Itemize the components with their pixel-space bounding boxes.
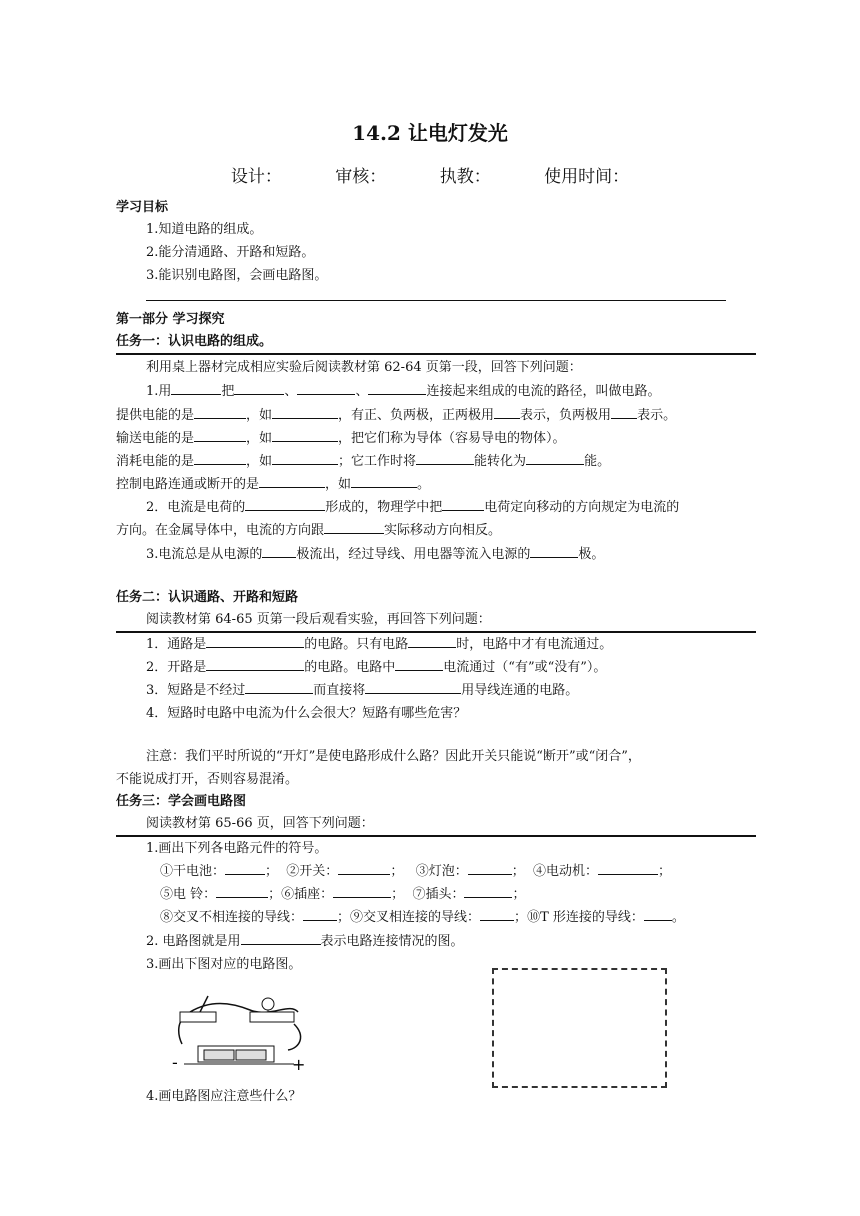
divider bbox=[116, 353, 756, 355]
task1-intro: 利用桌上器材完成相应实验后阅读教材第 62-64 页第一段，回答下列问题： bbox=[146, 360, 582, 375]
task1-q2b: 方向。在金属导体中，电流的方向跟 实际移动方向相反。 bbox=[116, 523, 502, 538]
task3-q3: 3.画出下图对应的电路图。 bbox=[146, 957, 302, 972]
divider bbox=[116, 631, 756, 633]
task1-q2a: 2．电流是电荷的 形成的，物理学中把 电荷定向移动的方向规定为电流的 bbox=[146, 500, 680, 515]
task1-q1e: 控制电路连通或断开的是 ，如 。 bbox=[116, 477, 431, 492]
task2-q4: 4．短路时电路中电流为什么会很大？短路有哪些危害？ bbox=[146, 706, 467, 721]
task1-q1b: 提供电能的是 ，如 ，有正、负两极，正两极用 表示，负两极用 表示。 bbox=[116, 408, 677, 423]
goal-item: 3.能识别电路图，会画电路图。 bbox=[146, 268, 328, 283]
task1-heading: 任务一：认识电路的组成。 bbox=[116, 334, 273, 349]
circuit-picture bbox=[170, 992, 310, 1080]
meta-teach: 执教： bbox=[439, 167, 491, 187]
goals-heading: 学习目标 bbox=[116, 200, 169, 215]
goal-item: 1.知道电路的组成。 bbox=[146, 222, 263, 237]
task2-intro: 阅读教材第 64-65 页第一段后观看实验，再回答下列问题： bbox=[146, 612, 491, 627]
symbol-row-3: ⑧交叉不相连接的导线： ；⑨交叉相连接的导线： ；⑩T 形连接的导线： 。 bbox=[160, 910, 685, 925]
meta-time: 使用时间： bbox=[544, 167, 630, 187]
battery-plus-label: + bbox=[292, 1055, 306, 1074]
meta-line bbox=[0, 162, 860, 187]
task3-heading: 任务三：学会画电路图 bbox=[116, 794, 247, 809]
task1-q1c: 输送电能的是 ，如 ，把它们称为导体（容易导电的物体）。 bbox=[116, 431, 566, 446]
page-title: 14.2 让电灯发光 bbox=[352, 121, 508, 145]
task2-q2: 2．开路是 的电路。电路中 电流通过（“有”或“没有”）。 bbox=[146, 660, 607, 675]
task1-q3: 3.电流总是从电源的 极流出，经过导线、用电器等流入电源的 极。 bbox=[146, 547, 605, 562]
task2-note-cont: 不能说成打开，否则容易混淆。 bbox=[116, 772, 299, 787]
meta-design: 设计： bbox=[230, 167, 282, 187]
task1-q1d: 消耗电能的是 ，如 ；它工作时将 能转化为 能。 bbox=[116, 454, 611, 469]
task3-q4: 4.画电路图应注意些什么？ bbox=[146, 1089, 302, 1104]
divider bbox=[146, 300, 726, 301]
task3-q2: 2. 电路图就是用 表示电路连接情况的图。 bbox=[146, 934, 464, 949]
drawing-box bbox=[492, 968, 667, 1088]
task3-q1: 1.画出下列各电路元件的符号。 bbox=[146, 841, 328, 856]
task3-intro: 阅读教材第 65-66 页，回答下列问题： bbox=[146, 816, 374, 831]
goal-item: 2.能分清通路、开路和短路。 bbox=[146, 245, 315, 260]
task2-note: 注意：我们平时所说的“开灯”是使电路形成什么路？因此开关只能说“断开”或“闭合”， bbox=[146, 749, 641, 764]
divider bbox=[116, 835, 756, 837]
task2-q1: 1．通路是 的电路。只有电路 时，电路中才有电流通过。 bbox=[146, 637, 613, 652]
task1-q1a: 1.用 把 、 、 连接起来组成的电流的路径，叫做电路。 bbox=[146, 384, 661, 399]
symbol-row-2: ⑤电 铃： ；⑥插座： ； ⑦插头： ； bbox=[160, 887, 526, 902]
part1-heading: 第一部分 学习探究 bbox=[116, 312, 225, 327]
task2-heading: 任务二：认识通路、开路和短路 bbox=[116, 590, 299, 605]
symbol-row-1: ①干电池： ； ②开关： ； ③灯泡： ； ④电动机： ； bbox=[160, 864, 672, 879]
battery-minus-label: - bbox=[172, 1053, 178, 1072]
task2-q3: 3．短路是不经过 而直接将 用导线连通的电路。 bbox=[146, 683, 579, 698]
meta-review: 审核： bbox=[335, 167, 387, 187]
